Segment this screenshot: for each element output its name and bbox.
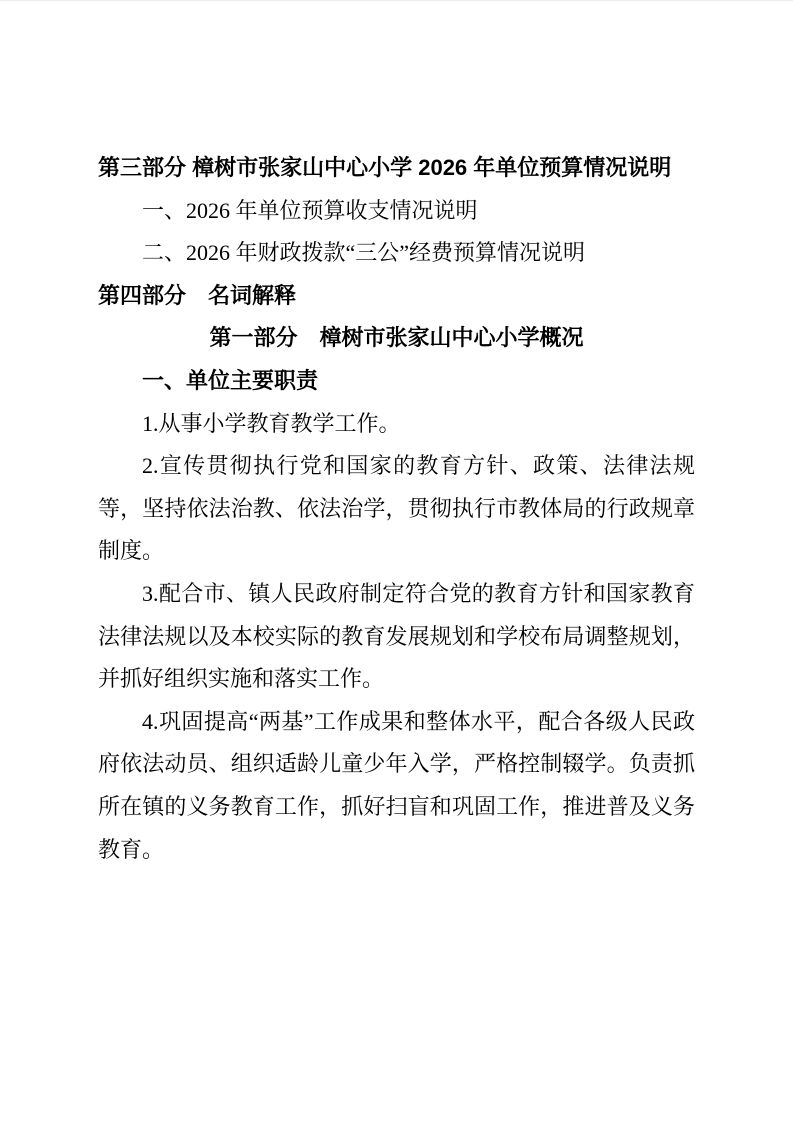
part1-heading: 第一部分 樟树市张家山中心小学概况 — [209, 325, 584, 351]
part4-heading: 第四部分 名词解释 — [98, 282, 297, 308]
part3-heading: 第三部分 樟树市张家山中心小学 2026 年单位预算情况说明 — [98, 155, 672, 180]
duty-paragraph-2: 2.宣传贯彻执行党和国家的教育方针、政策、法律法规等，坚持依法治教、依法治学，贯彻执行市教体局的行政规章制度。 — [98, 453, 695, 564]
toc-item-2: 二、2026 年财政拨款“三公”经费预算情况说明 — [142, 240, 586, 266]
duty-paragraph-3: 3.配合市、镇人民政府制定符合党的教育方针和国家教育法律法规以及本校实际的教育发展规划和学校布局调整规划，并抓好组织实施和落实工作。 — [98, 580, 695, 692]
section1-heading: 一、单位主要职责 — [142, 367, 319, 393]
duty-paragraph-1: 1.从事小学教育教学工作。 — [142, 410, 401, 436]
duty-paragraph-4: 4.巩固提高“两基”工作成果和整体水平，配合各级人民政府依法动员、组织适龄儿童少年入学，严格控制辍学。负责抓所在镇的义务教育工作，抓好扫盲和巩固工作，推进普及义务教育。 — [98, 708, 695, 862]
toc-item-1: 一、2026 年单位预算收支情况说明 — [142, 197, 478, 223]
